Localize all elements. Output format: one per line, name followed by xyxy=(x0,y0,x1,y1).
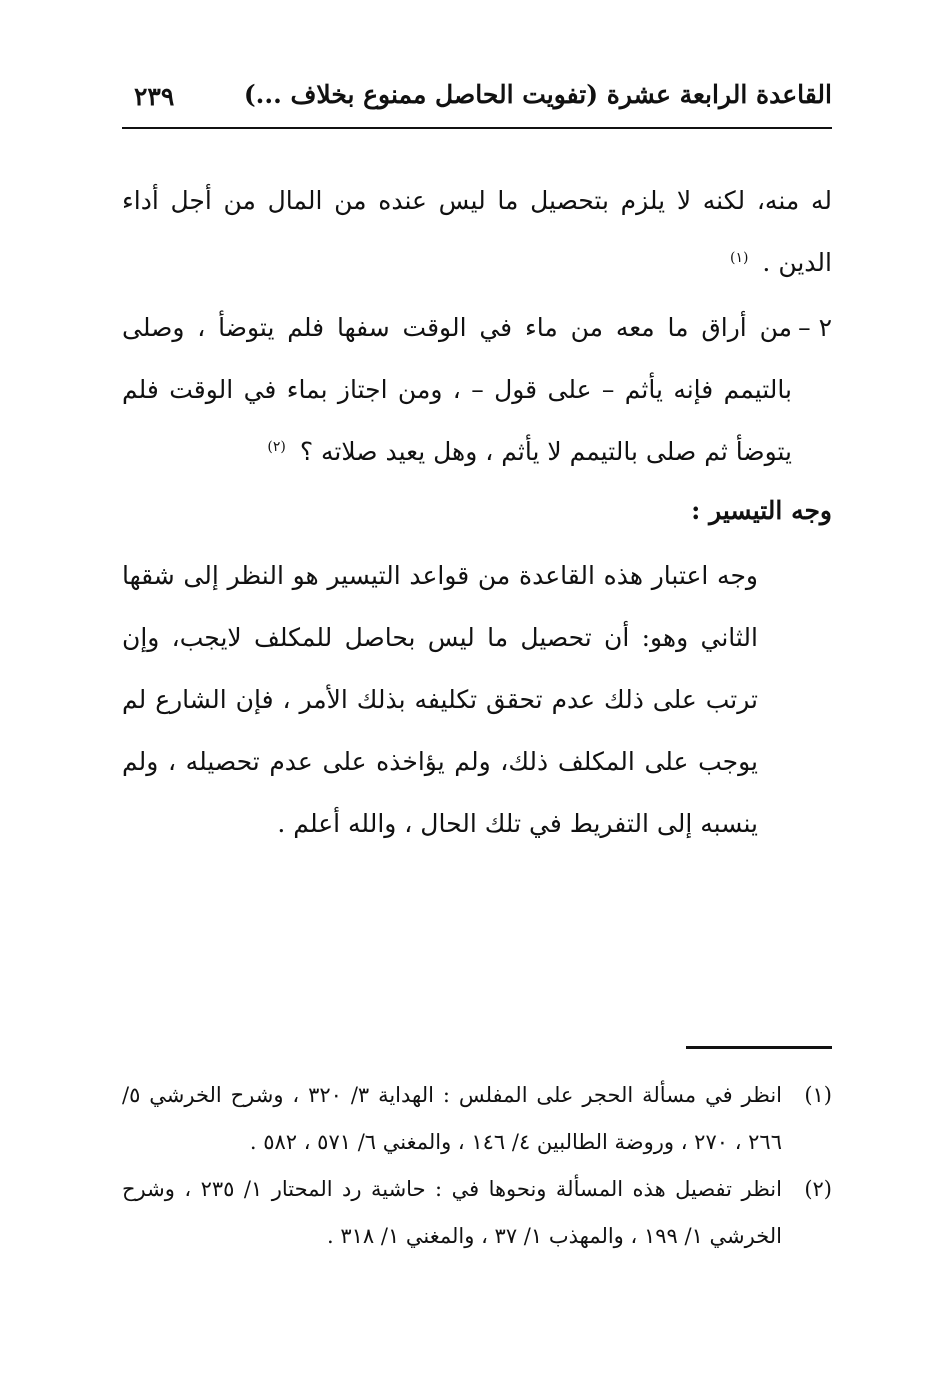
footnote-text: انظر تفصيل هذه المسألة ونحوها في : حاشية رد المحتار ١/ ٢٣٥ ، وشرح الخرشي ١/ ١٩٩ ، والمهذب ١/ ٣٧ ، والمغني ١/ ٣١٨ . xyxy=(122,1177,782,1248)
footnote-ref-1[interactable]: (١) xyxy=(730,249,749,266)
running-title: القاعدة الرابعة عشرة (تفويت الحاصل ممنوع بخلاف ...) xyxy=(243,80,832,109)
section-heading: وجه التيسير : xyxy=(691,496,832,525)
item-text: من أراق ما معه من ماء في الوقت سفها فلم يتوضأ ، وصلى بالتيمم فإنه يأثم – على قول – ، ومن اجتاز بماء في الوقت فلم يتوضأ ثم صلى بالتيمم لا يأثم ، وهل يعيد صلاته ؟ xyxy=(122,313,792,466)
paragraph-explanation xyxy=(122,545,832,855)
paragraph-text: وجه اعتبار هذه القاعدة من قواعد التيسير هو النظر إلى شقها الثاني وهو: أن تحصيل ما ليس بحاصل للمكلف لايجب، وإن ترتب على ذلك عدم تحقق تكليفه بذلك الأمر ، فإن الشارع لم يوجب على المكلف ذلك، ولم يؤاخذه على عدم تحصيله ، ولم ينسبه إلى التفريط في تلك الحال ، والله أعلم . xyxy=(122,561,758,838)
running-header xyxy=(122,80,832,124)
footnote-ref-2[interactable]: (٢) xyxy=(267,438,286,455)
footnote-1 xyxy=(122,1072,832,1166)
footnote-2 xyxy=(122,1166,832,1260)
footnote-text: انظر في مسألة الحجر على المفلس : الهداية ٣/ ٣٢٠ ، وشرح الخرشي ٥/ ٢٦٦ ، ٢٧٠ ، وروضة الطالبين ٤/ ١٤٦ ، والمغني ٦/ ٥٧١ ، ٥٨٢ . xyxy=(122,1083,782,1154)
item-number: ٢ – xyxy=(798,313,832,342)
numbered-item-2 xyxy=(122,297,832,483)
paragraph-text: له منه، لكنه لا يلزم بتحصيل ما ليس عنده من المال من أجل أداء الدين . xyxy=(122,186,832,277)
footnote-divider xyxy=(686,1046,832,1049)
footnote-number: (٢) xyxy=(804,1177,832,1201)
paragraph-continuation xyxy=(122,170,832,294)
footnotes xyxy=(122,1072,832,1260)
page-number: ٢٣٩ xyxy=(134,82,175,111)
header-divider xyxy=(122,127,832,129)
footnote-number: (١) xyxy=(804,1083,832,1107)
